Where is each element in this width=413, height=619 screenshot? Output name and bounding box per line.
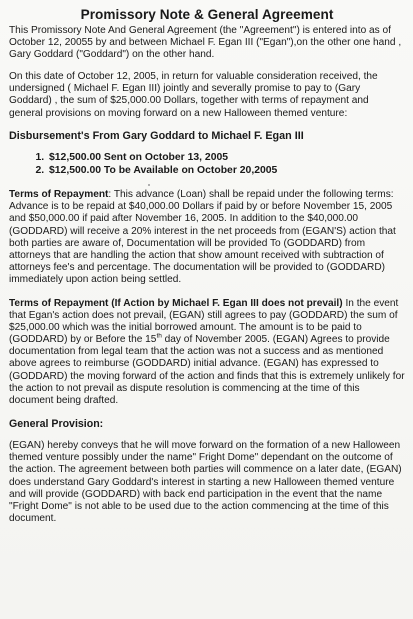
repayment-no-prevail-text-b: day of November 2005. (EGAN) Agrees to provide documentation from legal team that the action was not a success and as mentioned above agrees to reimburse (GODDARD) initial advance. (EGAN) has expressed to (GODDARD) the moving forward of the action and finds that this is extremely unlikely for the action to not prevail as dispute resolution is commencing at the time of this document being drafted. [9, 334, 405, 406]
list-item: 1. $12,500.00 Sent on October 13, 2005 [47, 152, 405, 165]
repayment-heading: Terms of Repayment [9, 189, 109, 201]
repayment-no-prevail-paragraph [9, 298, 405, 407]
general-provision-heading: General Provision: [9, 417, 104, 430]
intro-paragraph: This Promissory Note And General Agreement (the "Agreement") is entered into as of October 12, 20055 by and between Michael F. Egan III ("Egan"),on the other one hand , Gary Goddard ("Goddard") on the other hand. [9, 25, 402, 61]
document-title: Promissory Note & General Agreement [80, 7, 334, 22]
ordinal-suffix: th [156, 332, 162, 340]
consideration-paragraph: On this date of October 12, 2005, in return for valuable consideration received, the undersigned ( Michael F. Egan III) jointly and severally promise to pay to (Gary Goddard) , the sum of $25,000.00 Dollars, together with terms of repayment and general provisions on moving forward on a new Halloween themed venture: [9, 71, 378, 119]
scan-speck [148, 184, 150, 186]
disbursement-list [9, 152, 405, 177]
repayment-text: : This advance (Loan) shall be repaid under the following terms: Advance is to be repaid at $40,000.00 Dollars if paid by or before November 15, 2005 and $50,000.00 if paid after November 16, 2005. In addition to the $40,000.00 (GODDARD) will receive a 20% interest in the net proceeds from (EGAN'S) action that both parties are aware of, Documentation will be provided To (GODDARD) from attorneys that are handling the action that show amount received with subtraction of attorneys fee's and percentage. The documentation will be provided to (GODDARD) immediately upon action being settled. [9, 189, 396, 285]
disbursement-heading: Disbursement's From Gary Goddard to Michael F. Egan III [9, 129, 304, 142]
repayment-no-prevail-text-a: In the event that Egan's action does not prevail, (EGAN) still agrees to pay (GODDARD) the sum of $25,000.00 which was the initial borrowed amount. The amount is to be paid to (GODDARD) by or Before the 15 [9, 298, 399, 346]
repayment-no-prevail-heading: Terms of Repayment (If Action by Michael F. Egan III does not prevail) [9, 298, 343, 309]
repayment-paragraph [9, 189, 405, 286]
list-item: 2. $12,500.00 To be Available on October 20,2005 [47, 165, 405, 178]
general-provision-paragraph: (EGAN) hereby conveys that he will move forward on the formation of a new Halloween themed venture possibly under the name" Fright Dome" dependant on the outcome of the action. The agreement between both parties will commence on a later date, (EGAN) does understand Gary Goddard's interest in starting a new Halloween themed venture and will provide (GODDARD) with back end participation in the event that the name "Fright Dome" is not able to be used due to the action commencing at the time of this document. [9, 440, 402, 524]
